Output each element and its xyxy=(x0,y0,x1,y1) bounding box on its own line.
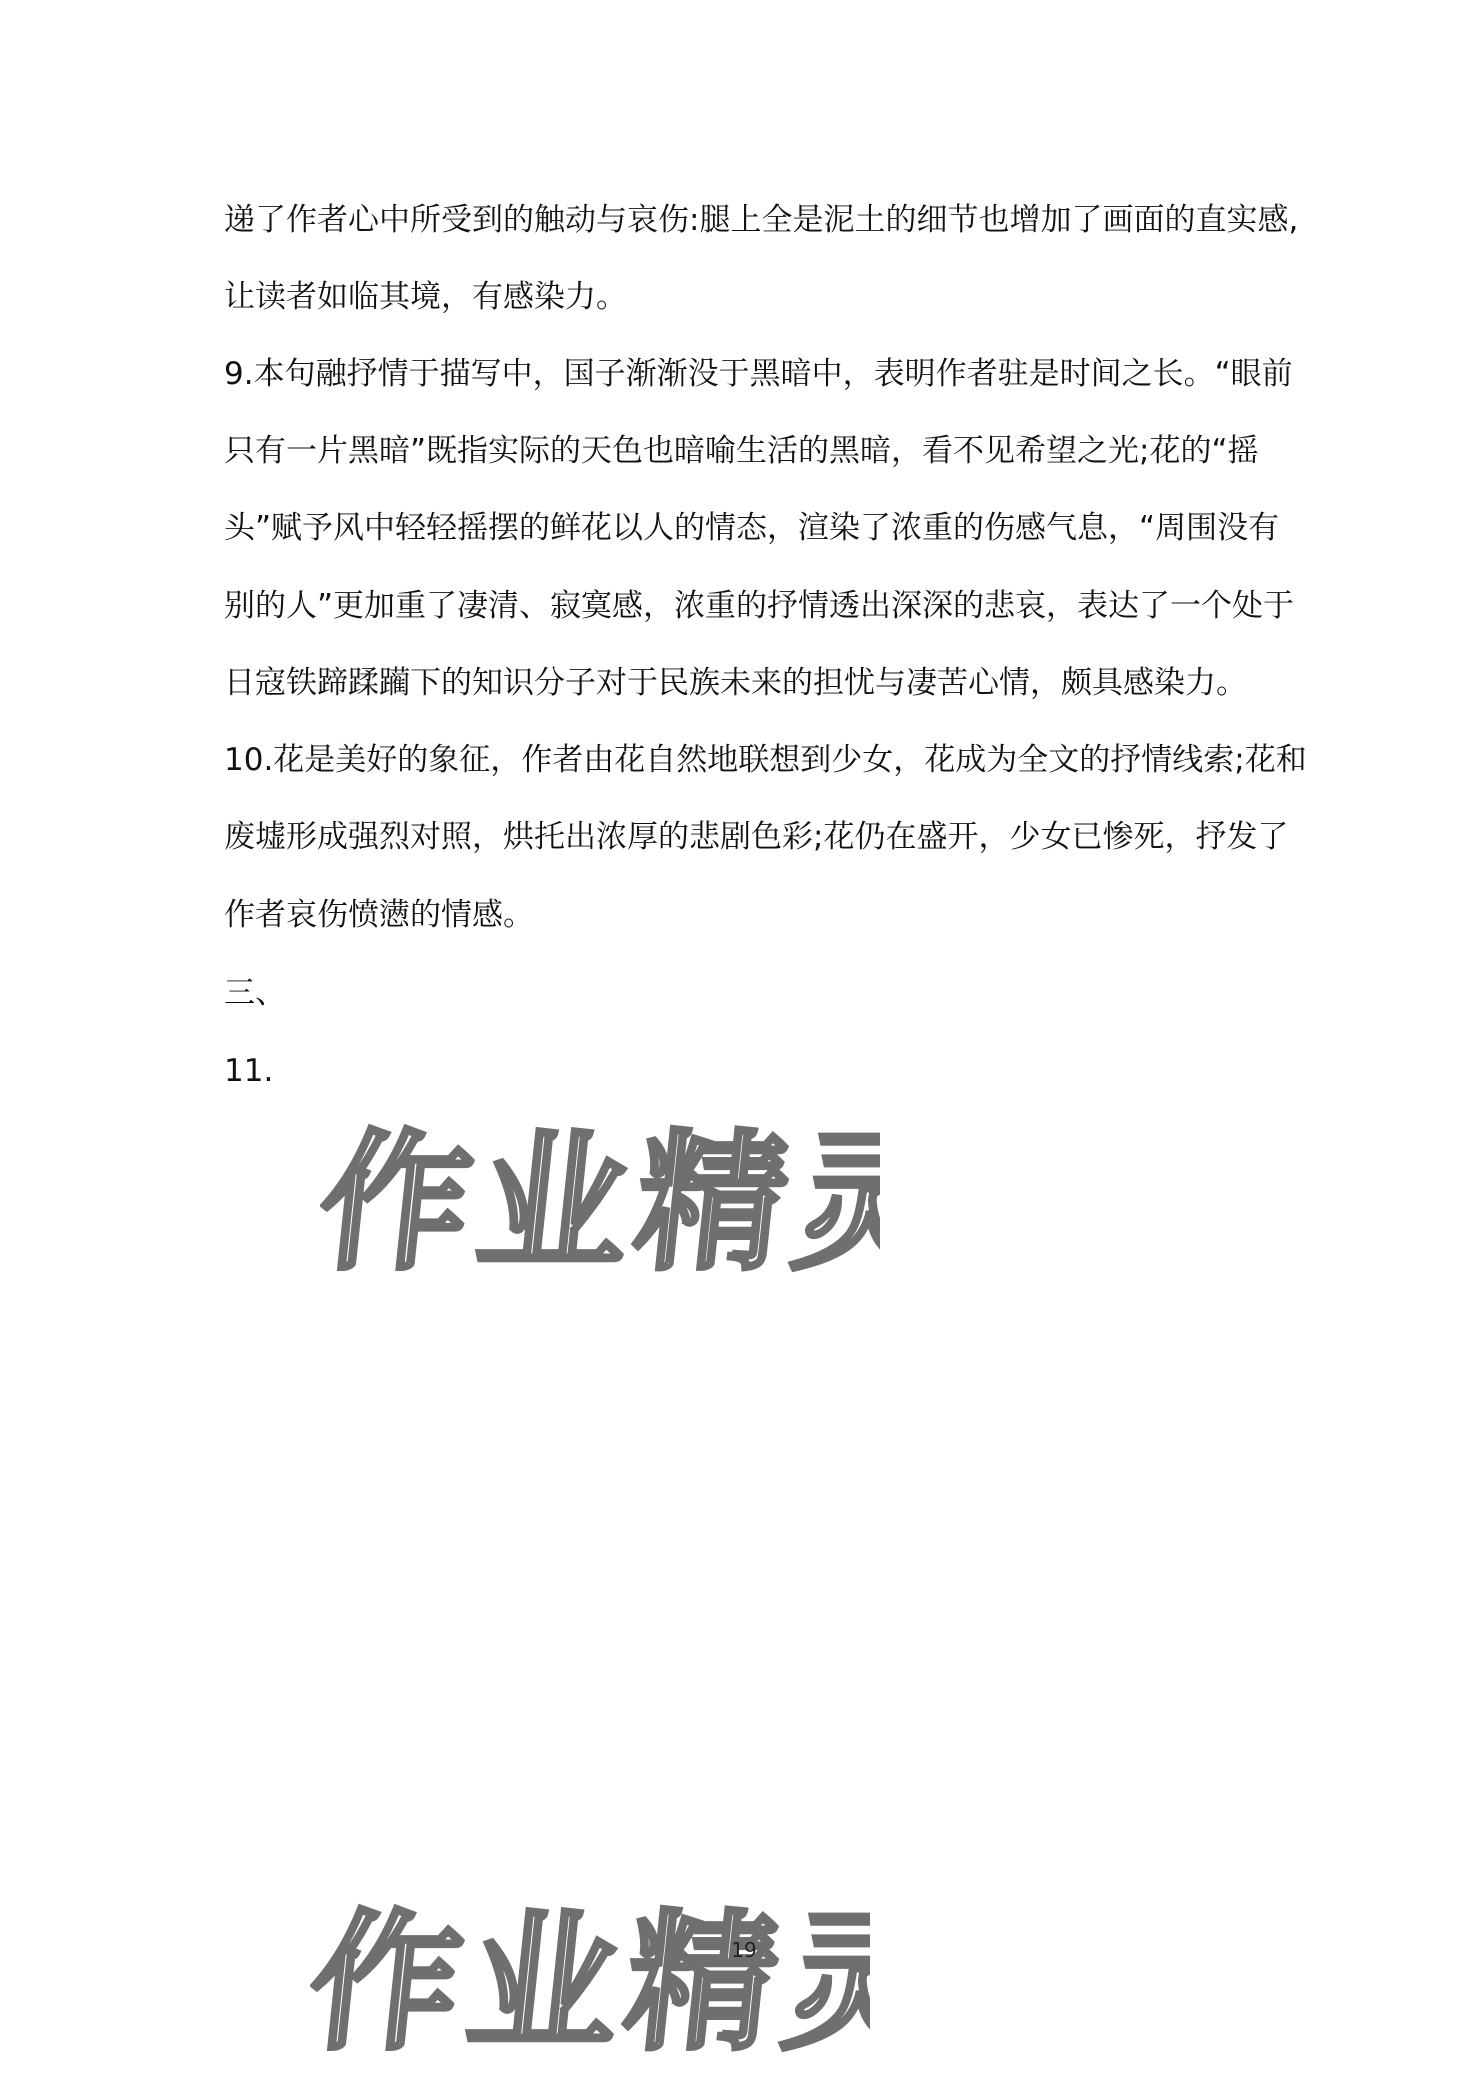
text-line: 三、 xyxy=(224,975,286,1011)
page-number: 19 xyxy=(731,1938,757,1962)
watermark xyxy=(310,1895,870,2065)
text-line: 让读者如临其境，有感染力。 xyxy=(224,279,627,315)
text-line: 头”赋予风中轻轻摇摆的鲜花以人的情态，渲染了浓重的伤感气息，“周围没有 xyxy=(224,510,1280,546)
text-line: 只有一片黑暗”既指实际的天色也暗喻生活的黑暗，看不见希望之光;花的“摇 xyxy=(224,433,1259,469)
text-line: 废墟形成强烈对照，烘托出浓厚的悲剧色彩;花仍在盛开，少女已惨死，抒发了 xyxy=(224,819,1289,855)
text-line: 别的人”更加重了凄清、寂寞感，浓重的抒情透出深深的悲哀，表达了一个处于 xyxy=(224,588,1295,624)
text-line: 作者哀伤愤懑的情感。 xyxy=(224,897,534,933)
watermark-text: 作业精灵 xyxy=(310,1896,870,2065)
text-line: 日寇铁蹄蹂躏下的知识分子对于民族未来的担忧与凄苦心情，颇具感染力。 xyxy=(224,665,1247,701)
watermark-text: 作业精灵 xyxy=(320,1116,880,1285)
watermark-graphic xyxy=(320,1115,880,1285)
watermark xyxy=(320,1115,880,1285)
text-line: 9.本句融抒情于描写中，国子渐渐没于黑暗中，表明作者驻是时间之长。“眼前 xyxy=(224,356,1293,392)
text-line: 11. xyxy=(224,1053,274,1089)
text-line: 递了作者心中所受到的触动与哀伤:腿上全是泥土的细节也增加了画面的直实感, xyxy=(224,202,1299,238)
text-line: 10.花是美好的象征，作者由花自然地联想到少女，花成为全文的抒情线索;花和 xyxy=(224,742,1307,778)
watermark-graphic xyxy=(310,1895,870,2065)
